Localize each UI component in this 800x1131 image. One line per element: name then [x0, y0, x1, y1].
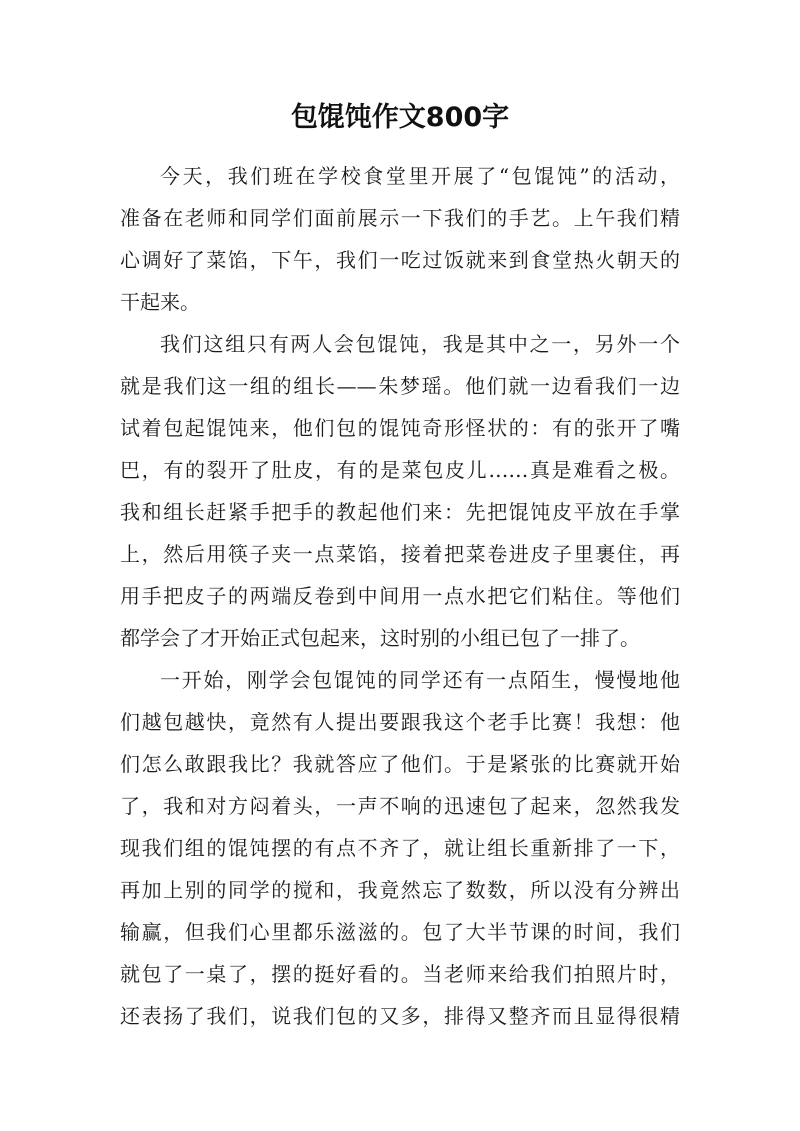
text-line: 我和组长赶紧手把手的教起他们来：先把馄饨皮平放在手掌 — [120, 500, 680, 524]
text-line: 一开始，刚学会包馄饨的同学还有一点陌生，慢慢地他 — [160, 668, 680, 692]
text-line: 再加上别的同学的搅和，我竟然忘了数数，所以没有分辨出 — [120, 878, 680, 902]
text-line: 了，我和对方闷着头，一声不响的迅速包了起来，忽然我发 — [120, 794, 680, 818]
text-line: 们怎么敢跟我比？我就答应了他们。于是紧张的比赛就开始 — [120, 752, 680, 776]
text-line: 还表扬了我们，说我们包的又多，排得又整齐而且显得很精 — [120, 1004, 680, 1028]
text-line: 就是我们这一组的组长——朱梦瑶。他们就一边看我们一边 — [120, 374, 680, 398]
document-title: 包馄饨作文800字 — [290, 102, 510, 133]
text-line: 试着包起馄饨来，他们包的馄饨奇形怪状的：有的张开了嘴 — [120, 416, 680, 440]
text-line: 上，然后用筷子夹一点菜馅，接着把菜卷进皮子里裹住，再 — [120, 542, 680, 566]
text-line: 干起来。 — [120, 290, 200, 314]
text-line: 们越包越快，竟然有人提出要跟我这个老手比赛！我想：他 — [120, 710, 680, 734]
text-line: 就包了一桌了，摆的挺好看的。当老师来给我们拍照片时， — [120, 962, 680, 986]
text-line: 巴，有的裂开了肚皮，有的是菜包皮儿……真是难看之极。 — [120, 458, 680, 482]
text-line: 都学会了才开始正式包起来，这时别的小组已包了一排了。 — [120, 626, 640, 650]
text-line: 输赢，但我们心里都乐滋滋的。包了大半节课的时间，我们 — [120, 920, 680, 944]
text-line: 我们这组只有两人会包馄饨，我是其中之一，另外一个 — [160, 332, 680, 356]
text-line: 现我们组的馄饨摆的有点不齐了，就让组长重新排了一下， — [120, 836, 680, 860]
text-line: 用手把皮子的两端反卷到中间用一点水把它们粘住。等他们 — [120, 584, 680, 608]
text-line: 准备在老师和同学们面前展示一下我们的手艺。上午我们精 — [120, 206, 680, 230]
text-line: 今天，我们班在学校食堂里开展了“包馄饨”的活动， — [160, 164, 680, 188]
text-line: 心调好了菜馅，下午，我们一吃过饭就来到食堂热火朝天的 — [120, 248, 680, 272]
essay-body — [120, 155, 680, 1037]
